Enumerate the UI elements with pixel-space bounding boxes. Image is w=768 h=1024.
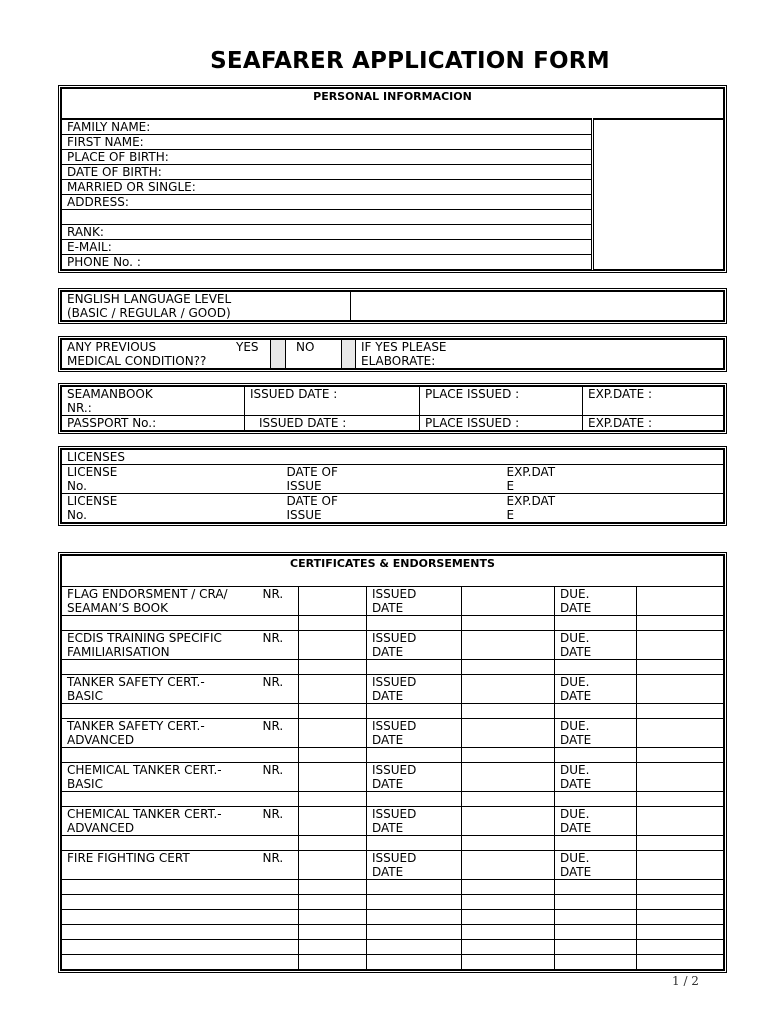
issued-date-label-line2: DATE [372, 689, 404, 703]
issued-date-input[interactable] [462, 587, 555, 616]
seamanbook-number-field[interactable] [62, 387, 245, 416]
certificate-number-input[interactable] [299, 807, 367, 836]
blank-certificate-row [62, 880, 724, 895]
blank-cell[interactable] [258, 955, 299, 970]
due-date-label-line1: DUE. [560, 631, 590, 645]
issued-date-input[interactable] [462, 851, 555, 880]
certificate-spacer-row [62, 792, 724, 807]
nr-label [258, 719, 299, 748]
date-of-birth-field[interactable]: DATE OF BIRTH: [62, 164, 593, 179]
due-date-label [555, 719, 637, 748]
due-date-label-line2: DATE [560, 865, 592, 879]
medical-elaborate[interactable] [356, 340, 724, 369]
seamanbook-exp-date[interactable]: EXP.DATE : [583, 387, 724, 416]
license-label: LICENSE [67, 494, 118, 508]
english-level-section [58, 288, 727, 324]
certificate-name [62, 631, 258, 660]
nr-label-line1: NR. [262, 719, 284, 733]
certificate-name-line2: BASIC [67, 777, 103, 791]
blank-certificate-row [62, 940, 724, 955]
certificate-name-line1: CHEMICAL TANKER CERT.- [67, 763, 222, 777]
issued-date-label [367, 763, 462, 792]
license-number-field[interactable] [62, 494, 282, 523]
blank-cell[interactable] [367, 925, 462, 940]
family-name-field[interactable]: FAMILY NAME: [62, 119, 593, 135]
exp-dat-label: EXP.DAT [506, 465, 556, 479]
nr-label [258, 807, 299, 836]
issued-date-label-line2: DATE [372, 601, 404, 615]
place-of-birth-field[interactable]: PLACE OF BIRTH: [62, 149, 593, 164]
certificates-section [58, 552, 727, 973]
certificate-spacer-row [62, 704, 724, 719]
spacer-cell[interactable] [367, 704, 462, 719]
nr-label-line1: NR. [262, 631, 284, 645]
due-date-input[interactable] [637, 851, 724, 880]
due-date-label-line2: DATE [560, 645, 592, 659]
blank-cell[interactable] [62, 895, 258, 910]
license-label: LICENSE [67, 465, 118, 479]
date-of-label: DATE OF [286, 494, 338, 508]
certificate-name-line1: CHEMICAL TANKER CERT.- [67, 807, 222, 821]
blank-cell[interactable] [555, 910, 637, 925]
license-date-of-issue-field[interactable] [282, 465, 502, 494]
certificate-number-input[interactable] [299, 763, 367, 792]
blank-cell[interactable] [637, 940, 724, 955]
issued-date-label [367, 675, 462, 704]
blank-cell[interactable] [462, 895, 555, 910]
spacer-cell[interactable] [299, 792, 367, 807]
due-date-label [555, 763, 637, 792]
spacer-cell[interactable] [367, 616, 462, 631]
due-date-label-line2: DATE [560, 733, 592, 747]
spacer-cell[interactable] [62, 660, 258, 675]
exp-dat-label: EXP.DAT [506, 494, 556, 508]
spacer-cell[interactable] [258, 616, 299, 631]
blank-cell[interactable] [367, 910, 462, 925]
page-number: 1 / 2 [672, 974, 699, 988]
due-date-label-line1: DUE. [560, 675, 590, 689]
blank-cell[interactable] [462, 910, 555, 925]
certificate-number-input[interactable] [299, 719, 367, 748]
personal-info-header: PERSONAL INFORMACION [62, 89, 724, 119]
issued-date-label [367, 631, 462, 660]
licenses-header: LICENSES [62, 450, 724, 465]
certificate-name-line2: ADVANCED [67, 821, 135, 835]
passport-exp-date[interactable]: EXP.DATE : [583, 416, 724, 431]
blank-cell[interactable] [258, 880, 299, 895]
blank-cell[interactable] [258, 940, 299, 955]
blank-cell[interactable] [299, 940, 367, 955]
issued-date-label [367, 587, 462, 616]
licenses-section [58, 446, 727, 526]
certificate-name-line2: FAMILIARISATION [67, 645, 170, 659]
spacer-cell[interactable] [637, 748, 724, 763]
english-level-label-line1: ENGLISH LANGUAGE LEVEL [67, 292, 232, 306]
english-level-input[interactable] [351, 292, 724, 321]
due-date-label-line1: DUE. [560, 763, 590, 777]
blank-cell[interactable] [62, 910, 258, 925]
certificate-row [62, 807, 724, 836]
due-date-input[interactable] [637, 807, 724, 836]
photo-box [593, 119, 724, 270]
nr-label [258, 763, 299, 792]
nr-label [258, 851, 299, 880]
yes-label: YES [236, 340, 259, 354]
no-checkbox[interactable] [342, 340, 356, 369]
issued-date-label-line1: ISSUED [372, 587, 417, 601]
english-level-label-line2: (BASIC / REGULAR / GOOD) [67, 306, 231, 320]
spacer-cell[interactable] [367, 792, 462, 807]
certificate-row [62, 719, 724, 748]
spacer-cell[interactable] [299, 748, 367, 763]
certificate-name-line2: ADVANCED [67, 733, 135, 747]
blank-cell[interactable] [462, 940, 555, 955]
personal-info-section [58, 85, 727, 273]
medical-question [62, 340, 271, 369]
blank-cell[interactable] [637, 925, 724, 940]
yes-checkbox[interactable] [271, 340, 286, 369]
blank-cell[interactable] [555, 880, 637, 895]
certificate-row [62, 763, 724, 792]
spacer-cell[interactable] [258, 792, 299, 807]
license-exp-date-field[interactable] [502, 465, 724, 494]
spacer-cell[interactable] [637, 616, 724, 631]
due-date-label [555, 587, 637, 616]
nr-label-line1: NR. [262, 763, 284, 777]
due-date-label-line2: DATE [560, 777, 592, 791]
blank-cell[interactable] [462, 925, 555, 940]
blank-cell[interactable] [299, 955, 367, 970]
email-field[interactable]: E-MAIL: [62, 239, 593, 254]
blank-cell[interactable] [462, 880, 555, 895]
blank-cell[interactable] [555, 925, 637, 940]
phone-field[interactable]: PHONE No. : [62, 254, 593, 269]
blank-certificate-row [62, 925, 724, 940]
spacer-cell[interactable] [367, 836, 462, 851]
blank-cell[interactable] [258, 910, 299, 925]
spacer-cell[interactable] [637, 660, 724, 675]
spacer-cell[interactable] [462, 836, 555, 851]
certificate-name-line1: TANKER SAFETY CERT.- [67, 719, 205, 733]
issued-date-label-line1: ISSUED [372, 719, 417, 733]
blank-cell[interactable] [462, 955, 555, 970]
marital-status-field[interactable]: MARRIED OR SINGLE: [62, 179, 593, 194]
blank-cell[interactable] [62, 925, 258, 940]
address-field[interactable]: ADDRESS: [62, 194, 593, 209]
spacer-cell[interactable] [299, 616, 367, 631]
certificate-number-input[interactable] [299, 587, 367, 616]
due-date-label-line1: DUE. [560, 807, 590, 821]
spacer-cell[interactable] [637, 704, 724, 719]
spacer-cell[interactable] [555, 616, 637, 631]
issued-date-label-line1: ISSUED [372, 675, 417, 689]
spacer-cell[interactable] [367, 748, 462, 763]
due-date-label [555, 631, 637, 660]
blank-cell[interactable] [637, 895, 724, 910]
elaborate-line1: IF YES PLEASE [361, 340, 447, 354]
due-date-label-line1: DUE. [560, 719, 590, 733]
issued-date-label-line2: DATE [372, 733, 404, 747]
nr-label-line1: NR. [262, 851, 284, 865]
first-name-field[interactable]: FIRST NAME: [62, 134, 593, 149]
issued-date-label [367, 851, 462, 880]
passport-place-issued[interactable]: PLACE ISSUED : [420, 416, 583, 431]
certificate-spacer-row [62, 660, 724, 675]
spacer-cell[interactable] [62, 748, 258, 763]
due-date-label [555, 675, 637, 704]
certificate-name-line1: TANKER SAFETY CERT.- [67, 675, 205, 689]
blank-cell[interactable] [637, 955, 724, 970]
due-date-label-line1: DUE. [560, 851, 590, 865]
due-date-label-line2: DATE [560, 821, 592, 835]
blank-cell[interactable] [367, 895, 462, 910]
certificate-name-line2: BASIC [67, 689, 103, 703]
certificate-name [62, 763, 258, 792]
license-number-field[interactable] [62, 465, 282, 494]
spacer-cell[interactable] [299, 836, 367, 851]
date-of-label: DATE OF [286, 465, 338, 479]
blank-cell[interactable] [555, 895, 637, 910]
blank-cell[interactable] [555, 955, 637, 970]
certificate-name-line1: FIRE FIGHTING CERT [67, 851, 190, 865]
blank-cell[interactable] [62, 955, 258, 970]
spacer-cell[interactable] [637, 792, 724, 807]
due-date-label-line1: DUE. [560, 587, 590, 601]
license-exp-date-field[interactable] [502, 494, 724, 523]
spacer-cell[interactable] [637, 836, 724, 851]
certificate-spacer-row [62, 836, 724, 851]
due-date-input[interactable] [637, 763, 724, 792]
certificate-row [62, 851, 724, 880]
exp-e-label: E [506, 508, 515, 522]
blank-cell[interactable] [62, 880, 258, 895]
certificate-number-input[interactable] [299, 631, 367, 660]
nr-label [258, 631, 299, 660]
blank-cell[interactable] [299, 910, 367, 925]
due-date-label-line2: DATE [560, 601, 592, 615]
seamanbook-place-issued[interactable]: PLACE ISSUED : [420, 387, 583, 416]
spacer-cell[interactable] [258, 704, 299, 719]
exp-e-label: E [506, 479, 515, 493]
spacer-cell[interactable] [462, 660, 555, 675]
certificate-row [62, 587, 724, 616]
due-date-input[interactable] [637, 587, 724, 616]
certificate-spacer-row [62, 748, 724, 763]
certificate-spacer-row [62, 616, 724, 631]
nr-label-line1: NR. [262, 587, 284, 601]
spacer-cell[interactable] [62, 704, 258, 719]
certificate-name-line1: ECDIS TRAINING SPECIFIC [67, 631, 222, 645]
spacer-cell[interactable] [258, 660, 299, 675]
form-title: SEAFARER APPLICATION FORM [210, 48, 610, 74]
license-no-label: No. [67, 508, 87, 522]
certificate-row [62, 675, 724, 704]
certificate-name [62, 675, 258, 704]
spacer-cell[interactable] [555, 660, 637, 675]
due-date-input[interactable] [637, 719, 724, 748]
issued-date-input[interactable] [462, 763, 555, 792]
spacer-cell[interactable] [555, 792, 637, 807]
seamanbook-nr-label: NR.: [67, 401, 92, 415]
issued-date-input[interactable] [462, 719, 555, 748]
spacer-cell[interactable] [367, 660, 462, 675]
license-no-label: No. [67, 479, 87, 493]
documents-section [58, 383, 727, 434]
spacer-cell[interactable] [299, 660, 367, 675]
nr-label-line1: NR. [262, 807, 284, 821]
certificates-header: CERTIFICATES & ENDORSEMENTS [62, 556, 724, 587]
rank-field[interactable]: RANK: [62, 224, 593, 239]
blank-cell[interactable] [299, 895, 367, 910]
due-date-input[interactable] [637, 675, 724, 704]
spacer-cell[interactable] [462, 748, 555, 763]
certificate-number-input[interactable] [299, 851, 367, 880]
spacer-cell[interactable] [62, 792, 258, 807]
certificate-name [62, 807, 258, 836]
spacer-cell[interactable] [462, 616, 555, 631]
blank-certificate-row [62, 955, 724, 970]
certificate-name [62, 719, 258, 748]
issued-date-label [367, 719, 462, 748]
issue-label: ISSUE [286, 479, 322, 493]
spacer-cell[interactable] [258, 836, 299, 851]
passport-number-field[interactable]: PASSPORT No.: [62, 416, 245, 431]
issued-date-input[interactable] [462, 675, 555, 704]
english-level-label [62, 292, 351, 321]
blank-cell[interactable] [367, 955, 462, 970]
medical-section [58, 336, 727, 372]
blank-cell[interactable] [299, 925, 367, 940]
blank-cell[interactable] [637, 910, 724, 925]
due-date-label [555, 807, 637, 836]
issued-date-label-line1: ISSUED [372, 807, 417, 821]
medical-question-line1: ANY PREVIOUS [67, 340, 157, 354]
nr-label [258, 675, 299, 704]
issued-date-input[interactable] [462, 807, 555, 836]
blank-cell[interactable] [299, 880, 367, 895]
spacer-cell[interactable] [62, 836, 258, 851]
certificate-number-input[interactable] [299, 675, 367, 704]
issued-date-label-line1: ISSUED [372, 763, 417, 777]
due-date-label [555, 851, 637, 880]
certificate-name [62, 587, 258, 616]
blank-cell[interactable] [258, 895, 299, 910]
certificate-name-line2: SEAMAN’S BOOK [67, 601, 168, 615]
no-label: NO [286, 340, 342, 369]
certificate-name [62, 851, 258, 880]
blank-cell[interactable] [367, 880, 462, 895]
issued-date-label-line2: DATE [372, 645, 404, 659]
blank-cell[interactable] [637, 880, 724, 895]
license-date-of-issue-field[interactable] [282, 494, 502, 523]
spacer-cell[interactable] [258, 748, 299, 763]
issued-date-input[interactable] [462, 631, 555, 660]
seamanbook-label: SEAMANBOOK [67, 387, 153, 401]
issued-date-label-line2: DATE [372, 777, 404, 791]
issued-date-label [367, 807, 462, 836]
issued-date-label-line2: DATE [372, 821, 404, 835]
spacer-cell[interactable] [555, 836, 637, 851]
blank-certificate-row [62, 910, 724, 925]
elaborate-line2: ELABORATE: [361, 354, 436, 368]
spacer-cell[interactable] [462, 704, 555, 719]
blank-cell[interactable] [367, 940, 462, 955]
medical-question-line2: MEDICAL CONDITION?? [67, 354, 207, 368]
certificate-name-line1: FLAG ENDORSMENT / CRA/ [67, 587, 228, 601]
spacer-cell[interactable] [62, 616, 258, 631]
issued-date-label-line1: ISSUED [372, 631, 417, 645]
blank-certificate-row [62, 895, 724, 910]
spacer-cell[interactable] [555, 704, 637, 719]
blank-cell[interactable] [258, 925, 299, 940]
spacer-cell[interactable] [299, 704, 367, 719]
spacer-cell[interactable] [555, 748, 637, 763]
certificate-row [62, 631, 724, 660]
spacer-cell[interactable] [462, 792, 555, 807]
blank-cell[interactable] [62, 940, 258, 955]
due-date-label-line2: DATE [560, 689, 592, 703]
due-date-input[interactable] [637, 631, 724, 660]
address-field-line2[interactable] [62, 209, 593, 224]
issued-date-label-line1: ISSUED [372, 851, 417, 865]
passport-issued-date[interactable]: ISSUED DATE : [245, 416, 420, 431]
nr-label-line1: NR. [262, 675, 284, 689]
nr-label [258, 587, 299, 616]
issue-label: ISSUE [286, 508, 322, 522]
seamanbook-issued-date[interactable]: ISSUED DATE : [245, 387, 420, 416]
blank-cell[interactable] [555, 940, 637, 955]
issued-date-label-line2: DATE [372, 865, 404, 879]
